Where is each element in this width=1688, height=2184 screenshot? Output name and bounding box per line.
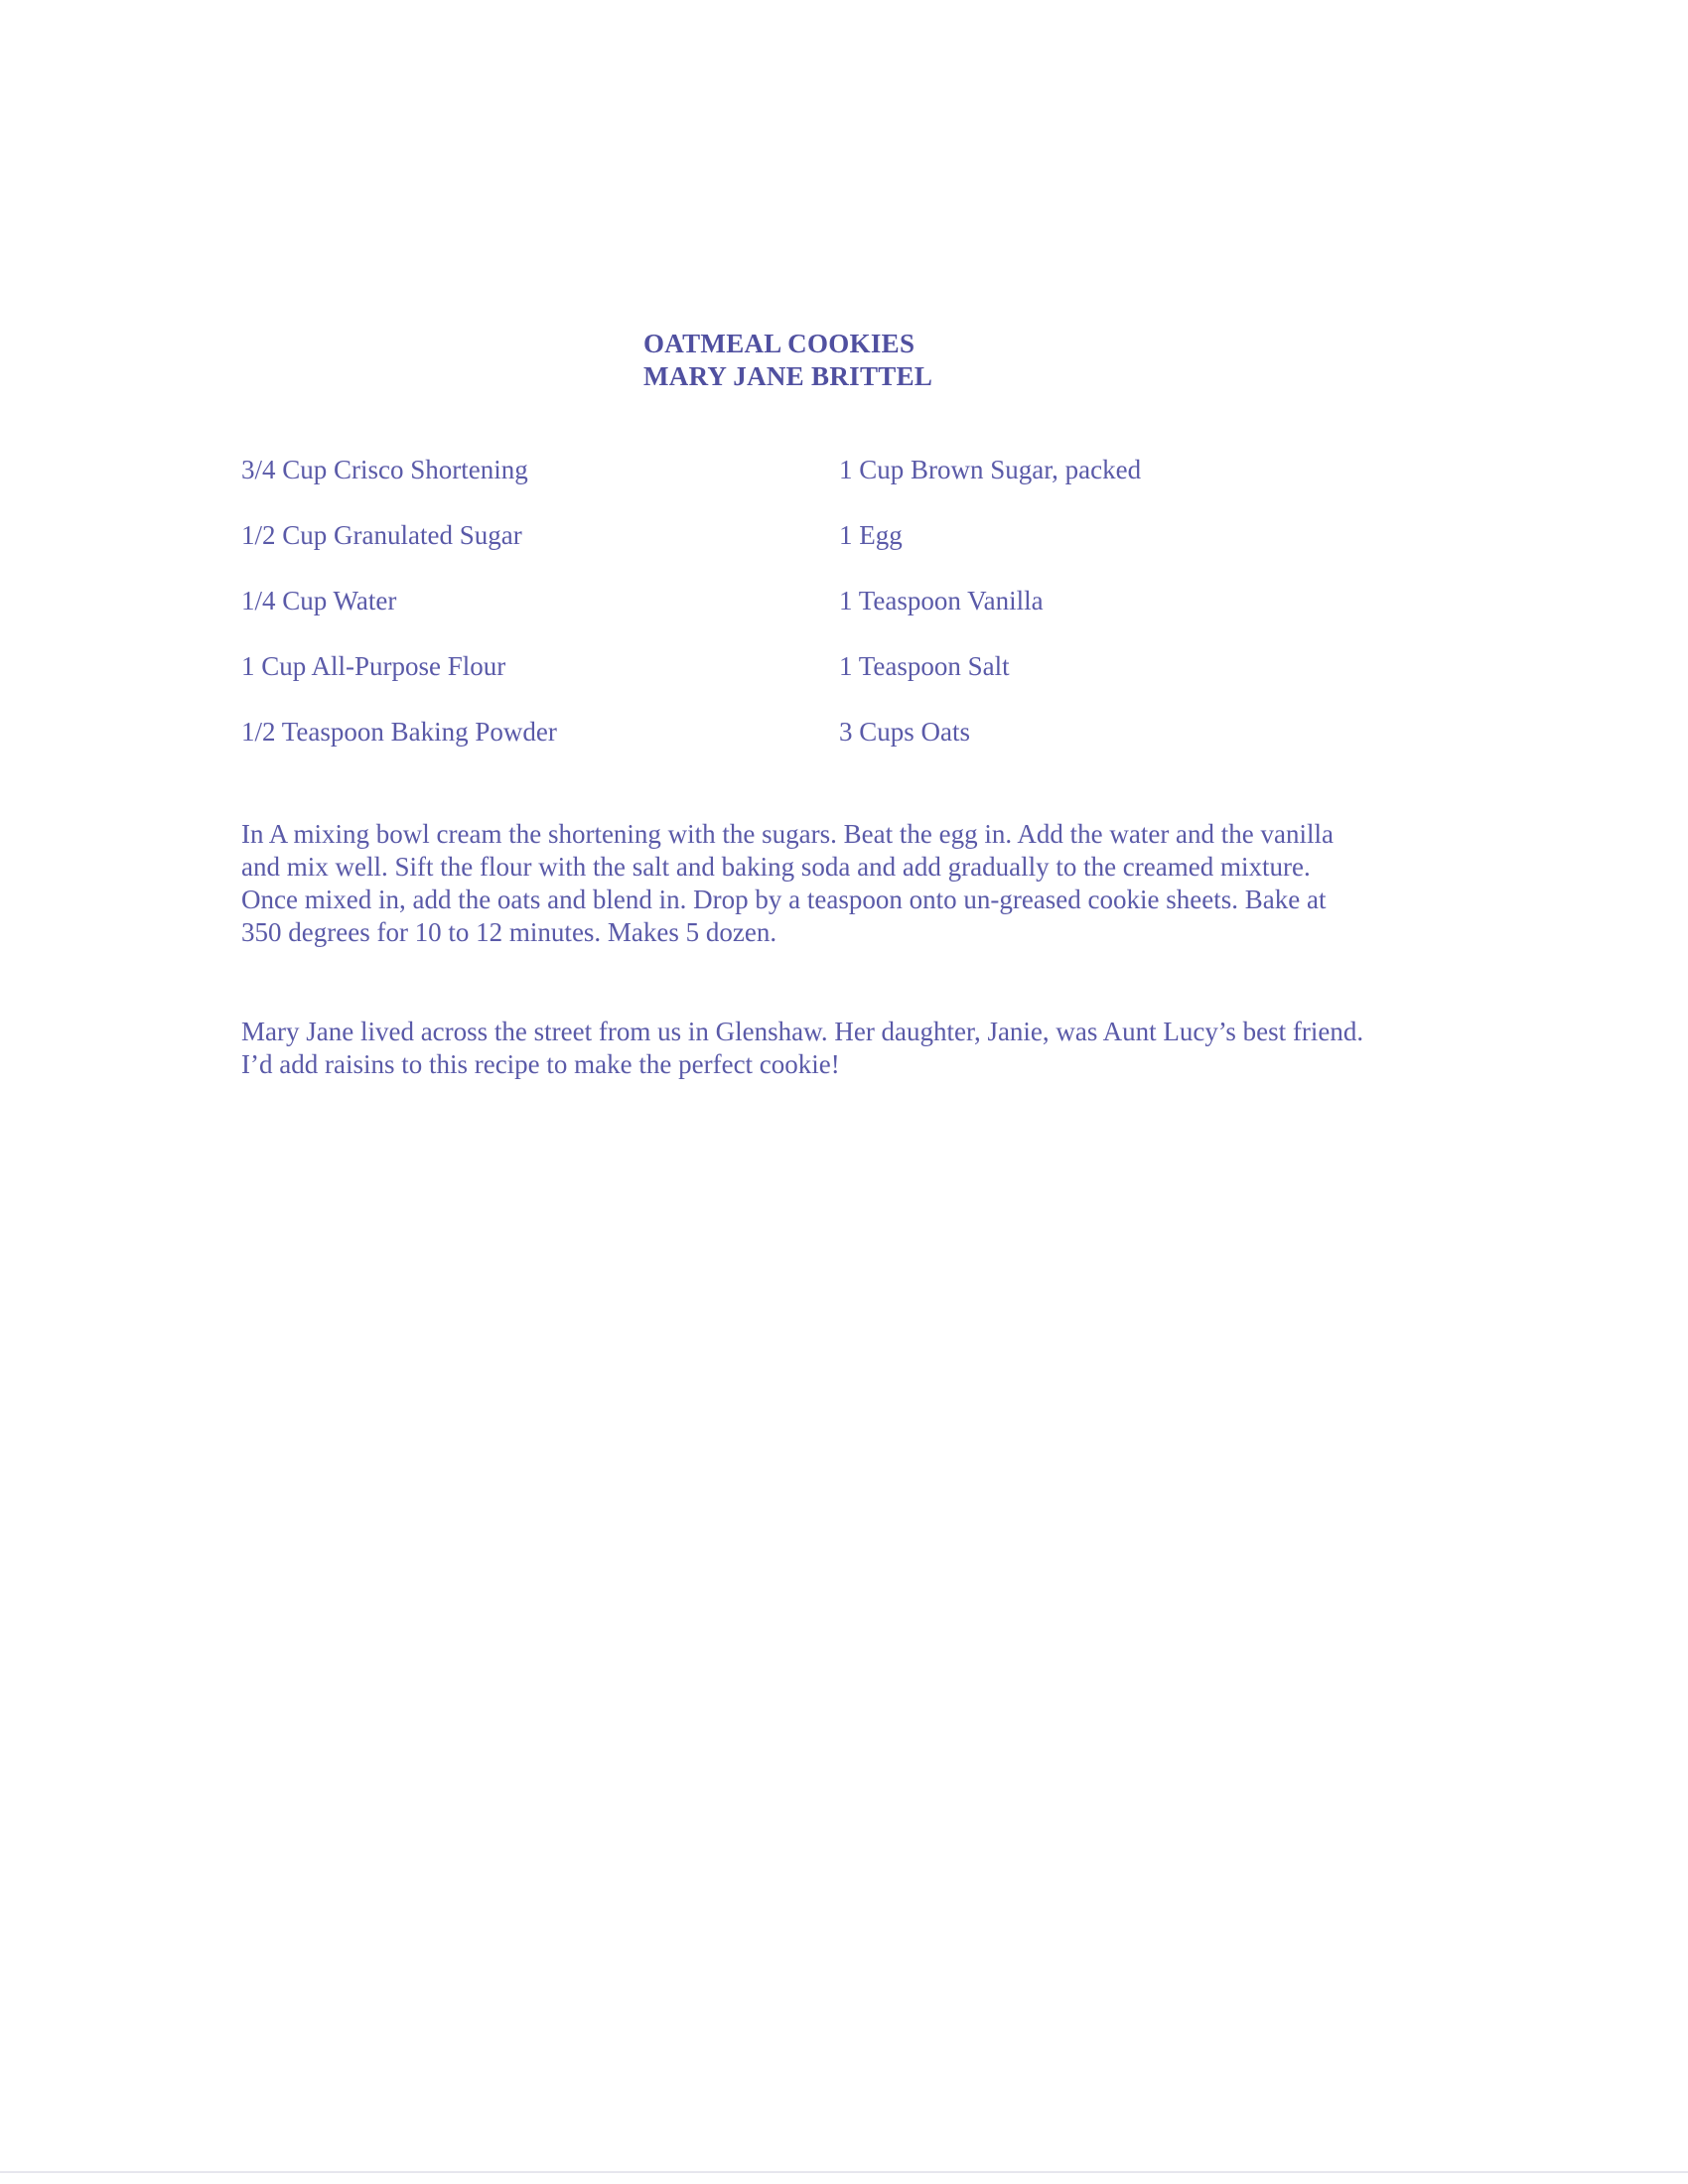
ingredient-row [241, 455, 1433, 520]
recipe-author: MARY JANE BRITTEL [643, 361, 933, 391]
ingredient-row [241, 586, 1433, 651]
ingredients-list [241, 455, 1433, 782]
ingredient-row [241, 520, 1433, 586]
ingredient-item: 1/2 Teaspoon Baking Powder [241, 717, 557, 747]
ingredient-row [241, 717, 1433, 782]
instructions-paragraph [241, 818, 1453, 949]
personal-note [241, 1016, 1453, 1081]
recipe-title: OATMEAL COOKIES [643, 329, 915, 358]
ingredient-item: 1 Teaspoon Salt [839, 651, 1010, 681]
note-line: I’d add raisins to this recipe to make the perfect cookie! [241, 1049, 840, 1079]
ingredient-row [241, 651, 1433, 717]
ingredient-item: 1 Cup Brown Sugar, packed [839, 455, 1142, 484]
ingredient-item: 1 Teaspoon Vanilla [839, 586, 1044, 615]
instructions-line: In A mixing bowl cream the shortening with the sugars. Beat the egg in. Add the water and the vanilla [241, 819, 1334, 849]
ingredient-item: 1/2 Cup Granulated Sugar [241, 520, 522, 550]
ingredient-item: 3/4 Cup Crisco Shortening [241, 455, 528, 484]
ingredient-item: 1/4 Cup Water [241, 586, 397, 615]
ingredient-item: 1 Egg [839, 520, 903, 550]
scan-edge-divider [0, 2171, 1688, 2173]
note-line: Mary Jane lived across the street from us in Glenshaw. Her daughter, Janie, was Aunt Lucy’s best friend. [241, 1017, 1364, 1046]
instructions-line: Once mixed in, add the oats and blend in. Drop by a teaspoon onto un-greased cookie sheets. Bake at [241, 885, 1327, 914]
instructions-line: and mix well. Sift the flour with the salt and baking soda and add gradually to the creamed mixture. [241, 852, 1311, 882]
ingredient-item: 3 Cups Oats [839, 717, 971, 747]
recipe-title-block [643, 328, 932, 393]
instructions-line: 350 degrees for 10 to 12 minutes. Makes 5 dozen. [241, 917, 777, 947]
ingredient-item: 1 Cup All-Purpose Flour [241, 651, 506, 681]
